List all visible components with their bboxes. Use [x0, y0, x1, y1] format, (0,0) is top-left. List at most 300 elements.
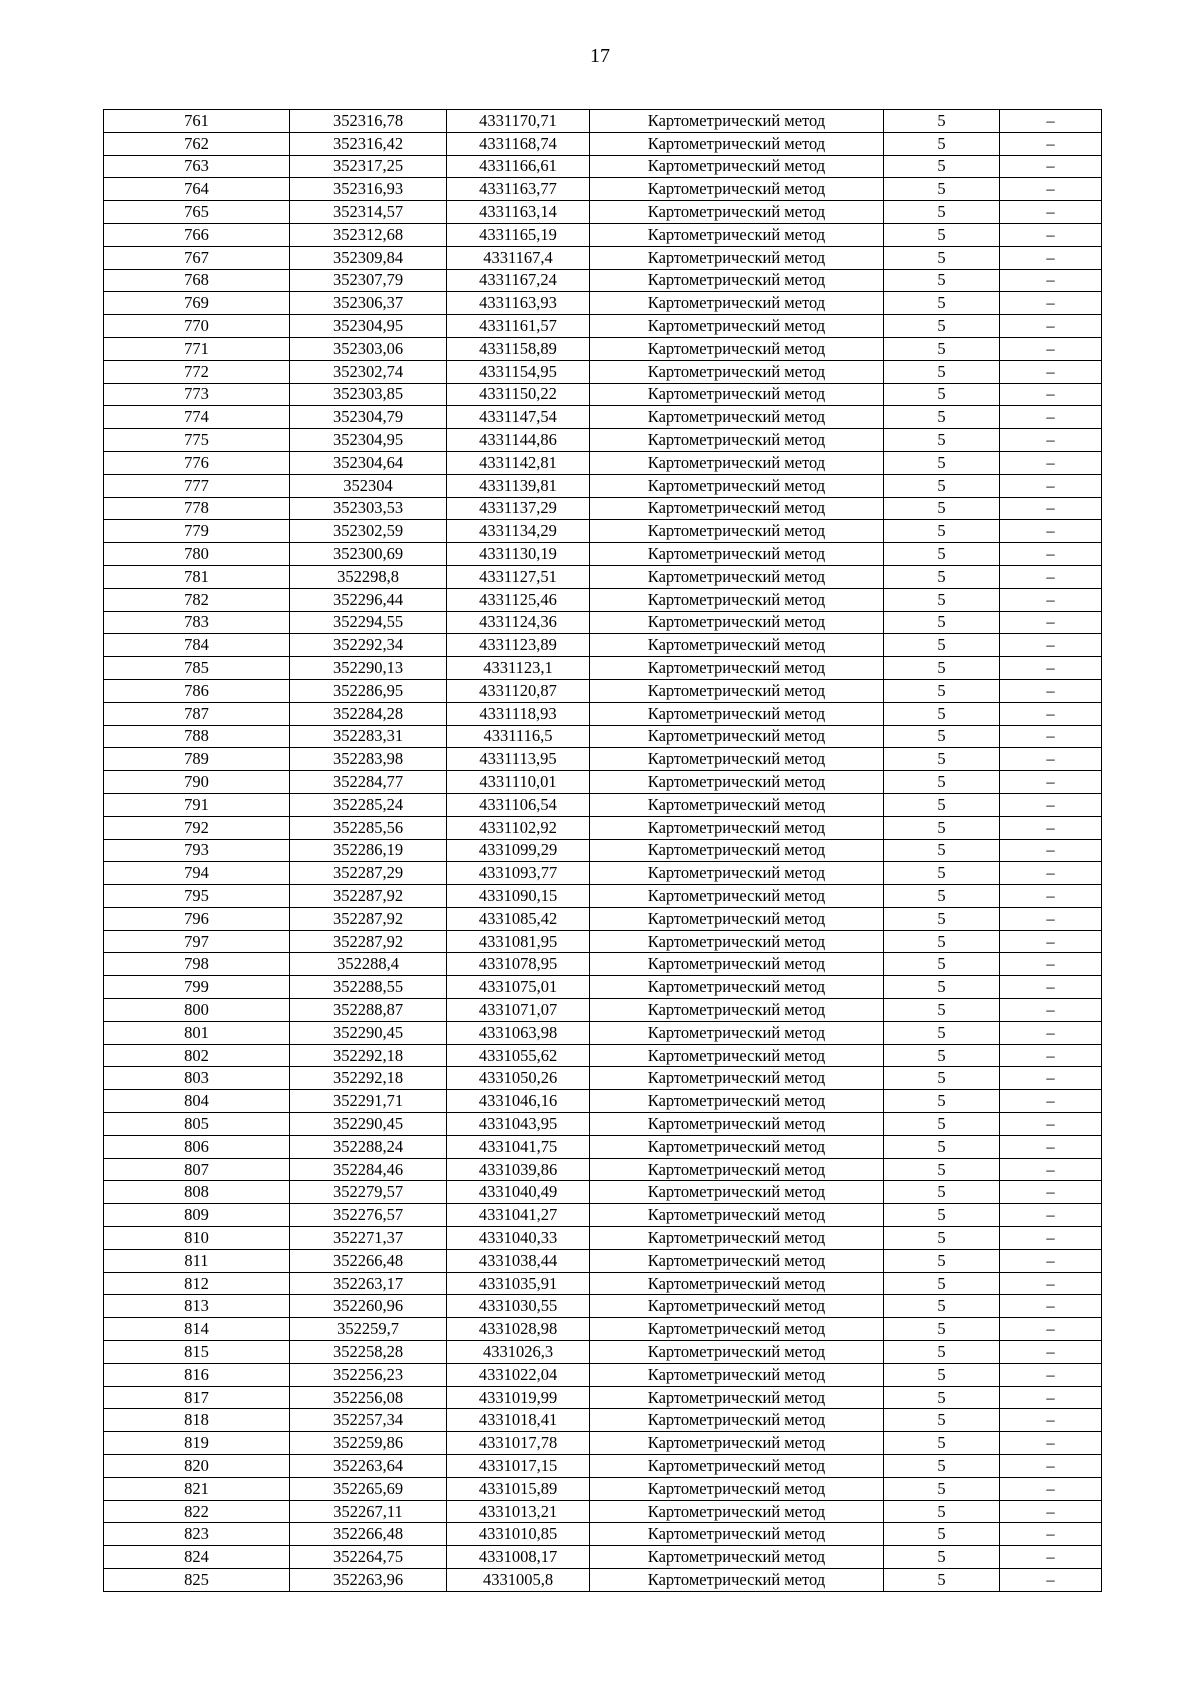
point-number-cell: 824: [104, 1546, 290, 1569]
x-coordinate-cell: 352304,95: [290, 429, 447, 452]
x-coordinate-cell: 352292,18: [290, 1067, 447, 1090]
point-number-cell: 801: [104, 1021, 290, 1044]
table-row: [104, 383, 1102, 406]
y-coordinate-cell: 4331085,42: [447, 907, 590, 930]
x-coordinate-cell: 352264,75: [290, 1546, 447, 1569]
table-row: [104, 1204, 1102, 1227]
x-coordinate-cell: 352304,79: [290, 406, 447, 429]
accuracy-cell: 5: [884, 976, 1000, 999]
description-cell: –: [1000, 1249, 1102, 1272]
method-cell: Картометрический метод: [590, 269, 884, 292]
method-cell: Картометрический метод: [590, 1569, 884, 1592]
y-coordinate-cell: 4331028,98: [447, 1318, 590, 1341]
description-cell: –: [1000, 1158, 1102, 1181]
x-coordinate-cell: 352260,96: [290, 1295, 447, 1318]
table-row: [104, 885, 1102, 908]
description-cell: –: [1000, 588, 1102, 611]
description-cell: –: [1000, 337, 1102, 360]
method-cell: Картометрический метод: [590, 725, 884, 748]
method-cell: Картометрический метод: [590, 292, 884, 315]
y-coordinate-cell: 4331113,95: [447, 748, 590, 771]
method-cell: Картометрический метод: [590, 1227, 884, 1250]
x-coordinate-cell: 352287,92: [290, 885, 447, 908]
description-cell: –: [1000, 1295, 1102, 1318]
accuracy-cell: 5: [884, 1546, 1000, 1569]
description-cell: –: [1000, 1477, 1102, 1500]
page-number: 17: [590, 45, 610, 67]
accuracy-cell: 5: [884, 930, 1000, 953]
point-number-cell: 803: [104, 1067, 290, 1090]
point-number-cell: 783: [104, 611, 290, 634]
y-coordinate-cell: 4331093,77: [447, 862, 590, 885]
point-number-cell: 809: [104, 1204, 290, 1227]
x-coordinate-cell: 352267,11: [290, 1500, 447, 1523]
method-cell: Картометрический метод: [590, 1044, 884, 1067]
point-number-cell: 811: [104, 1249, 290, 1272]
point-number-cell: 773: [104, 383, 290, 406]
description-cell: –: [1000, 907, 1102, 930]
point-number-cell: 774: [104, 406, 290, 429]
table-row: [104, 725, 1102, 748]
description-cell: –: [1000, 1204, 1102, 1227]
x-coordinate-cell: 352307,79: [290, 269, 447, 292]
accuracy-cell: 5: [884, 999, 1000, 1022]
point-number-cell: 788: [104, 725, 290, 748]
method-cell: Картометрический метод: [590, 201, 884, 224]
point-number-cell: 800: [104, 999, 290, 1022]
description-cell: –: [1000, 793, 1102, 816]
method-cell: Картометрический метод: [590, 1318, 884, 1341]
point-number-cell: 785: [104, 657, 290, 680]
description-cell: –: [1000, 132, 1102, 155]
point-number-cell: 820: [104, 1455, 290, 1478]
x-coordinate-cell: 352263,64: [290, 1455, 447, 1478]
y-coordinate-cell: 4331161,57: [447, 315, 590, 338]
description-cell: –: [1000, 1569, 1102, 1592]
y-coordinate-cell: 4331055,62: [447, 1044, 590, 1067]
x-coordinate-cell: 352258,28: [290, 1341, 447, 1364]
description-cell: –: [1000, 406, 1102, 429]
y-coordinate-cell: 4331099,29: [447, 839, 590, 862]
x-coordinate-cell: 352314,57: [290, 201, 447, 224]
accuracy-cell: 5: [884, 725, 1000, 748]
x-coordinate-cell: 352292,34: [290, 634, 447, 657]
description-cell: –: [1000, 1341, 1102, 1364]
method-cell: Картометрический метод: [590, 223, 884, 246]
table-row: [104, 1523, 1102, 1546]
table-row: [104, 702, 1102, 725]
table-row: [104, 1181, 1102, 1204]
description-cell: –: [1000, 497, 1102, 520]
point-number-cell: 817: [104, 1386, 290, 1409]
method-cell: Картометрический метод: [590, 429, 884, 452]
x-coordinate-cell: 352287,92: [290, 907, 447, 930]
x-coordinate-cell: 352303,53: [290, 497, 447, 520]
method-cell: Картометрический метод: [590, 1363, 884, 1386]
table-row: [104, 1249, 1102, 1272]
table-row: [104, 201, 1102, 224]
x-coordinate-cell: 352283,98: [290, 748, 447, 771]
table-row: [104, 155, 1102, 178]
y-coordinate-cell: 4331019,99: [447, 1386, 590, 1409]
y-coordinate-cell: 4331168,74: [447, 132, 590, 155]
method-cell: Картометрический метод: [590, 748, 884, 771]
table-row: [104, 1546, 1102, 1569]
accuracy-cell: 5: [884, 1318, 1000, 1341]
table-row: [104, 634, 1102, 657]
method-cell: Картометрический метод: [590, 565, 884, 588]
description-cell: –: [1000, 1135, 1102, 1158]
point-number-cell: 770: [104, 315, 290, 338]
description-cell: –: [1000, 1181, 1102, 1204]
method-cell: Картометрический метод: [590, 634, 884, 657]
x-coordinate-cell: 352303,85: [290, 383, 447, 406]
accuracy-cell: 5: [884, 429, 1000, 452]
coordinates-table-body: [104, 110, 1102, 1592]
table-row: [104, 1135, 1102, 1158]
point-number-cell: 775: [104, 429, 290, 452]
x-coordinate-cell: 352303,06: [290, 337, 447, 360]
accuracy-cell: 5: [884, 839, 1000, 862]
x-coordinate-cell: 352298,8: [290, 565, 447, 588]
method-cell: Картометрический метод: [590, 1295, 884, 1318]
x-coordinate-cell: 352316,78: [290, 110, 447, 133]
table-row: [104, 429, 1102, 452]
accuracy-cell: 5: [884, 1021, 1000, 1044]
x-coordinate-cell: 352283,31: [290, 725, 447, 748]
point-number-cell: 805: [104, 1113, 290, 1136]
y-coordinate-cell: 4331124,36: [447, 611, 590, 634]
table-row: [104, 1227, 1102, 1250]
table-row: [104, 611, 1102, 634]
y-coordinate-cell: 4331167,4: [447, 246, 590, 269]
point-number-cell: 777: [104, 474, 290, 497]
description-cell: –: [1000, 201, 1102, 224]
table-row: [104, 1158, 1102, 1181]
x-coordinate-cell: 352259,7: [290, 1318, 447, 1341]
y-coordinate-cell: 4331040,49: [447, 1181, 590, 1204]
point-number-cell: 781: [104, 565, 290, 588]
x-coordinate-cell: 352266,48: [290, 1249, 447, 1272]
method-cell: Картометрический метод: [590, 1500, 884, 1523]
x-coordinate-cell: 352317,25: [290, 155, 447, 178]
x-coordinate-cell: 352290,13: [290, 657, 447, 680]
y-coordinate-cell: 4331163,77: [447, 178, 590, 201]
coordinates-table: [103, 109, 1102, 1592]
accuracy-cell: 5: [884, 1477, 1000, 1500]
description-cell: –: [1000, 1432, 1102, 1455]
accuracy-cell: 5: [884, 885, 1000, 908]
description-cell: –: [1000, 885, 1102, 908]
y-coordinate-cell: 4331125,46: [447, 588, 590, 611]
x-coordinate-cell: 352302,74: [290, 360, 447, 383]
point-number-cell: 825: [104, 1569, 290, 1592]
description-cell: –: [1000, 269, 1102, 292]
accuracy-cell: 5: [884, 315, 1000, 338]
y-coordinate-cell: 4331081,95: [447, 930, 590, 953]
y-coordinate-cell: 4331075,01: [447, 976, 590, 999]
point-number-cell: 791: [104, 793, 290, 816]
y-coordinate-cell: 4331167,24: [447, 269, 590, 292]
accuracy-cell: 5: [884, 1569, 1000, 1592]
table-row: [104, 1455, 1102, 1478]
description-cell: –: [1000, 748, 1102, 771]
description-cell: –: [1000, 771, 1102, 794]
table-row: [104, 1500, 1102, 1523]
method-cell: Картометрический метод: [590, 474, 884, 497]
point-number-cell: 808: [104, 1181, 290, 1204]
y-coordinate-cell: 4331071,07: [447, 999, 590, 1022]
point-number-cell: 822: [104, 1500, 290, 1523]
description-cell: –: [1000, 474, 1102, 497]
method-cell: Картометрический метод: [590, 976, 884, 999]
x-coordinate-cell: 352296,44: [290, 588, 447, 611]
x-coordinate-cell: 352294,55: [290, 611, 447, 634]
x-coordinate-cell: 352256,08: [290, 1386, 447, 1409]
method-cell: Картометрический метод: [590, 839, 884, 862]
table-row: [104, 657, 1102, 680]
accuracy-cell: 5: [884, 679, 1000, 702]
point-number-cell: 771: [104, 337, 290, 360]
y-coordinate-cell: 4331166,61: [447, 155, 590, 178]
y-coordinate-cell: 4331017,78: [447, 1432, 590, 1455]
description-cell: –: [1000, 178, 1102, 201]
x-coordinate-cell: 352316,93: [290, 178, 447, 201]
method-cell: Картометрический метод: [590, 611, 884, 634]
point-number-cell: 810: [104, 1227, 290, 1250]
point-number-cell: 815: [104, 1341, 290, 1364]
accuracy-cell: 5: [884, 702, 1000, 725]
accuracy-cell: 5: [884, 1090, 1000, 1113]
y-coordinate-cell: 4331165,19: [447, 223, 590, 246]
method-cell: Картометрический метод: [590, 885, 884, 908]
accuracy-cell: 5: [884, 565, 1000, 588]
table-row: [104, 474, 1102, 497]
x-coordinate-cell: 352286,19: [290, 839, 447, 862]
table-row: [104, 1409, 1102, 1432]
table-row: [104, 337, 1102, 360]
y-coordinate-cell: 4331130,19: [447, 543, 590, 566]
y-coordinate-cell: 4331134,29: [447, 520, 590, 543]
x-coordinate-cell: 352265,69: [290, 1477, 447, 1500]
accuracy-cell: 5: [884, 588, 1000, 611]
accuracy-cell: 5: [884, 1523, 1000, 1546]
method-cell: Картометрический метод: [590, 1113, 884, 1136]
table-row: [104, 451, 1102, 474]
description-cell: –: [1000, 451, 1102, 474]
point-number-cell: 786: [104, 679, 290, 702]
accuracy-cell: 5: [884, 634, 1000, 657]
accuracy-cell: 5: [884, 1135, 1000, 1158]
table-row: [104, 816, 1102, 839]
method-cell: Картометрический метод: [590, 132, 884, 155]
point-number-cell: 796: [104, 907, 290, 930]
description-cell: –: [1000, 1021, 1102, 1044]
y-coordinate-cell: 4331005,8: [447, 1569, 590, 1592]
point-number-cell: 780: [104, 543, 290, 566]
y-coordinate-cell: 4331017,15: [447, 1455, 590, 1478]
method-cell: Картометрический метод: [590, 246, 884, 269]
x-coordinate-cell: 352306,37: [290, 292, 447, 315]
method-cell: Картометрический метод: [590, 588, 884, 611]
accuracy-cell: 5: [884, 1272, 1000, 1295]
point-number-cell: 814: [104, 1318, 290, 1341]
y-coordinate-cell: 4331118,93: [447, 702, 590, 725]
description-cell: –: [1000, 292, 1102, 315]
x-coordinate-cell: 352287,92: [290, 930, 447, 953]
x-coordinate-cell: 352285,56: [290, 816, 447, 839]
y-coordinate-cell: 4331040,33: [447, 1227, 590, 1250]
description-cell: –: [1000, 520, 1102, 543]
accuracy-cell: 5: [884, 201, 1000, 224]
description-cell: –: [1000, 930, 1102, 953]
description-cell: –: [1000, 1386, 1102, 1409]
point-number-cell: 782: [104, 588, 290, 611]
point-number-cell: 779: [104, 520, 290, 543]
table-row: [104, 1569, 1102, 1592]
table-row: [104, 292, 1102, 315]
description-cell: –: [1000, 1067, 1102, 1090]
x-coordinate-cell: 352288,87: [290, 999, 447, 1022]
point-number-cell: 823: [104, 1523, 290, 1546]
y-coordinate-cell: 4331127,51: [447, 565, 590, 588]
table-row: [104, 839, 1102, 862]
accuracy-cell: 5: [884, 246, 1000, 269]
method-cell: Картометрический метод: [590, 1204, 884, 1227]
x-coordinate-cell: 352259,86: [290, 1432, 447, 1455]
description-cell: –: [1000, 1113, 1102, 1136]
method-cell: Картометрический метод: [590, 406, 884, 429]
point-number-cell: 789: [104, 748, 290, 771]
y-coordinate-cell: 4331063,98: [447, 1021, 590, 1044]
table-row: [104, 953, 1102, 976]
table-row: [104, 679, 1102, 702]
y-coordinate-cell: 4331041,27: [447, 1204, 590, 1227]
description-cell: –: [1000, 725, 1102, 748]
accuracy-cell: 5: [884, 337, 1000, 360]
description-cell: –: [1000, 315, 1102, 338]
method-cell: Картометрический метод: [590, 1181, 884, 1204]
point-number-cell: 763: [104, 155, 290, 178]
accuracy-cell: 5: [884, 223, 1000, 246]
accuracy-cell: 5: [884, 132, 1000, 155]
y-coordinate-cell: 4331035,91: [447, 1272, 590, 1295]
method-cell: Картометрический метод: [590, 702, 884, 725]
description-cell: –: [1000, 565, 1102, 588]
accuracy-cell: 5: [884, 1067, 1000, 1090]
x-coordinate-cell: 352290,45: [290, 1113, 447, 1136]
y-coordinate-cell: 4331043,95: [447, 1113, 590, 1136]
description-cell: –: [1000, 1523, 1102, 1546]
description-cell: –: [1000, 155, 1102, 178]
accuracy-cell: 5: [884, 1044, 1000, 1067]
y-coordinate-cell: 4331150,22: [447, 383, 590, 406]
method-cell: Картометрический метод: [590, 178, 884, 201]
description-cell: –: [1000, 657, 1102, 680]
description-cell: –: [1000, 839, 1102, 862]
description-cell: –: [1000, 1272, 1102, 1295]
description-cell: –: [1000, 246, 1102, 269]
y-coordinate-cell: 4331008,17: [447, 1546, 590, 1569]
accuracy-cell: 5: [884, 1181, 1000, 1204]
x-coordinate-cell: 352257,34: [290, 1409, 447, 1432]
method-cell: Картометрический метод: [590, 679, 884, 702]
point-number-cell: 799: [104, 976, 290, 999]
y-coordinate-cell: 4331123,89: [447, 634, 590, 657]
accuracy-cell: 5: [884, 953, 1000, 976]
description-cell: –: [1000, 383, 1102, 406]
accuracy-cell: 5: [884, 1409, 1000, 1432]
method-cell: Картометрический метод: [590, 337, 884, 360]
description-cell: –: [1000, 1500, 1102, 1523]
point-number-cell: 790: [104, 771, 290, 794]
point-number-cell: 776: [104, 451, 290, 474]
method-cell: Картометрический метод: [590, 1432, 884, 1455]
point-number-cell: 768: [104, 269, 290, 292]
point-number-cell: 784: [104, 634, 290, 657]
x-coordinate-cell: 352284,77: [290, 771, 447, 794]
x-coordinate-cell: 352276,57: [290, 1204, 447, 1227]
description-cell: –: [1000, 999, 1102, 1022]
description-cell: –: [1000, 634, 1102, 657]
point-number-cell: 821: [104, 1477, 290, 1500]
x-coordinate-cell: 352284,46: [290, 1158, 447, 1181]
description-cell: –: [1000, 862, 1102, 885]
method-cell: Картометрический метод: [590, 816, 884, 839]
method-cell: Картометрический метод: [590, 1021, 884, 1044]
description-cell: –: [1000, 110, 1102, 133]
y-coordinate-cell: 4331090,15: [447, 885, 590, 908]
description-cell: –: [1000, 1227, 1102, 1250]
accuracy-cell: 5: [884, 1158, 1000, 1181]
table-row: [104, 771, 1102, 794]
description-cell: –: [1000, 611, 1102, 634]
method-cell: Картометрический метод: [590, 1158, 884, 1181]
table-row: [104, 999, 1102, 1022]
method-cell: Картометрический метод: [590, 155, 884, 178]
table-row: [104, 1432, 1102, 1455]
accuracy-cell: 5: [884, 862, 1000, 885]
accuracy-cell: 5: [884, 1227, 1000, 1250]
point-number-cell: 778: [104, 497, 290, 520]
table-row: [104, 1295, 1102, 1318]
x-coordinate-cell: 352263,17: [290, 1272, 447, 1295]
y-coordinate-cell: 4331116,5: [447, 725, 590, 748]
accuracy-cell: 5: [884, 1341, 1000, 1364]
description-cell: –: [1000, 1409, 1102, 1432]
x-coordinate-cell: 352286,95: [290, 679, 447, 702]
point-number-cell: 813: [104, 1295, 290, 1318]
method-cell: Картометрический метод: [590, 657, 884, 680]
point-number-cell: 764: [104, 178, 290, 201]
point-number-cell: 812: [104, 1272, 290, 1295]
accuracy-cell: 5: [884, 611, 1000, 634]
y-coordinate-cell: 4331123,1: [447, 657, 590, 680]
x-coordinate-cell: 352291,71: [290, 1090, 447, 1113]
method-cell: Картометрический метод: [590, 383, 884, 406]
accuracy-cell: 5: [884, 497, 1000, 520]
method-cell: Картометрический метод: [590, 907, 884, 930]
table-row: [104, 520, 1102, 543]
table-row: [104, 793, 1102, 816]
accuracy-cell: 5: [884, 1204, 1000, 1227]
method-cell: Картометрический метод: [590, 862, 884, 885]
y-coordinate-cell: 4331106,54: [447, 793, 590, 816]
method-cell: Картометрический метод: [590, 1409, 884, 1432]
table-row: [104, 497, 1102, 520]
y-coordinate-cell: 4331013,21: [447, 1500, 590, 1523]
table-row: [104, 269, 1102, 292]
